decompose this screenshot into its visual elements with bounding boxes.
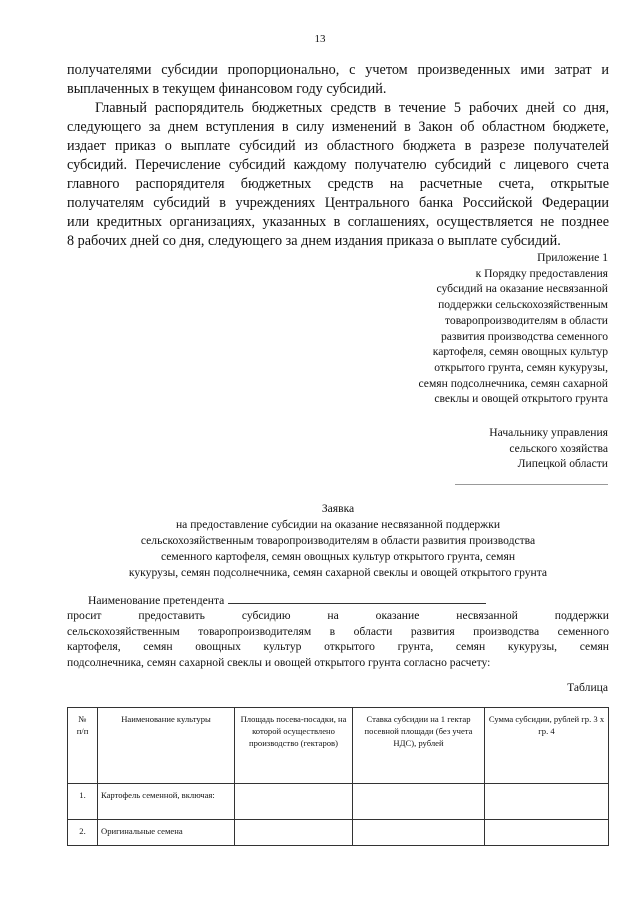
subsidy-table: [67, 707, 609, 846]
row-number: 1.: [68, 784, 98, 820]
row-crop-name: Картофель семенной, включая:: [98, 784, 235, 820]
applicant-name-row: [67, 592, 609, 607]
row-number: 2.: [68, 820, 98, 846]
appendix-line: свеклы и овощей открытого грунта: [434, 392, 608, 406]
applicant-name-field[interactable]: [228, 592, 486, 604]
main-paragraph: [67, 99, 609, 251]
row-sum-cell[interactable]: [485, 784, 609, 820]
header-area: Площадь посева-посадки, на которой осуществлено производство (гектаров): [235, 708, 353, 784]
header-sum: Сумма субсидии, рублей гр. 3 x гр. 4: [485, 708, 609, 784]
text-line: получателями субсидии пропорционально, с учетом произведенных ими затрат и: [67, 62, 609, 78]
table-row: [68, 784, 609, 820]
text-line: выплаченных в текущем финансовом году субсидий.: [67, 81, 387, 97]
row-sum-cell[interactable]: [485, 820, 609, 846]
text-line: сельскохозяйственным товаропроизводителям в области развития производства семенного: [67, 624, 609, 638]
title-line: на предоставление субсидии на оказание несвязанной поддержки: [175, 518, 501, 531]
table-header-row: [68, 708, 609, 784]
addressee-line: Липецкой области: [517, 457, 608, 471]
row-rate-cell[interactable]: [353, 820, 485, 846]
text-line: картофеля, семян овощных культур открытого грунта, семян кукурузы, семян: [67, 640, 609, 654]
title-line: сельскохозяйственным товаропроизводителям в области развития производства: [140, 534, 536, 547]
application-title: [67, 501, 609, 581]
appendix-block: [348, 250, 608, 407]
table-caption: Таблица: [567, 681, 608, 694]
text-line: главного распорядителя бюджетных средств на расчетные счета, открытые: [67, 176, 609, 192]
row-crop-name: Оригинальные семена: [98, 820, 235, 846]
addressee-line: сельского хозяйства: [509, 441, 608, 455]
header-crop-name: Наименование культуры: [98, 708, 235, 784]
text-line: издает приказ о выплате субсидий из областного бюджета в разрезе получателей: [67, 138, 609, 154]
text-line: Главный распорядитель бюджетных средств в течение 5 рабочих дней со дня,: [95, 100, 609, 116]
text-line: просит предоставить субсидию на оказание несвязанной поддержки: [67, 609, 609, 622]
appendix-line: развития производства семенного: [440, 329, 608, 343]
text-line: субсидий. Перечисление субсидий каждому получателю субсидий с лицевого счета: [67, 157, 609, 173]
title-line: кукурузы, семян подсолнечника, семян сахарной свеклы и овощей открытого грунта: [128, 566, 548, 579]
appendix-line: картофеля, семян овощных культур: [432, 345, 608, 359]
appendix-line: товаропроизводителям в области: [444, 313, 608, 327]
appendix-line: к Порядку предоставления: [475, 266, 608, 280]
intro-paragraph: [67, 61, 609, 99]
appendix-line: Приложение 1: [537, 251, 608, 264]
page-number: 13: [314, 33, 326, 45]
text-line: или кредитных организациях, указанных в соглашениях, осуществляется не позднее: [67, 214, 609, 230]
appendix-line: субсидий на оказание несвязанной: [436, 282, 608, 296]
row-area-cell[interactable]: [235, 820, 353, 846]
text-line: 8 рабочих дней со дня, следующего за днем издания приказа о выплате субсидий.: [67, 233, 561, 249]
application-heading: Заявка: [321, 502, 355, 515]
header-rate: Ставка субсидии на 1 гектар посевной площади (без учета НДС), рублей: [353, 708, 485, 784]
table-row: [68, 820, 609, 846]
text-line: подсолнечника, семян сахарной свеклы и овощей открытого грунта согласно расчету:: [67, 656, 491, 670]
addressee-block: [408, 425, 608, 472]
appendix-line: поддержки сельскохозяйственным: [438, 298, 608, 312]
signature-line: [455, 484, 608, 485]
appendix-line: открытого грунта, семян кукурузы,: [434, 360, 608, 374]
appendix-line: семян подсолнечника, семян сахарной: [418, 376, 608, 390]
request-paragraph: [67, 608, 609, 671]
applicant-label: Наименование претендента: [88, 594, 225, 607]
header-number: № п/п: [68, 708, 98, 784]
title-line: семенного картофеля, семян овощных культур открытого грунта, семян: [160, 550, 516, 563]
text-line: получателям субсидий в учреждениях Центрального банка Российской Федерации: [67, 195, 609, 211]
row-rate-cell[interactable]: [353, 784, 485, 820]
row-area-cell[interactable]: [235, 784, 353, 820]
addressee-line: Начальнику управления: [489, 426, 608, 439]
text-line: следующего за днем вступления в силу изменений в Закон об областном бюджете,: [67, 119, 609, 135]
